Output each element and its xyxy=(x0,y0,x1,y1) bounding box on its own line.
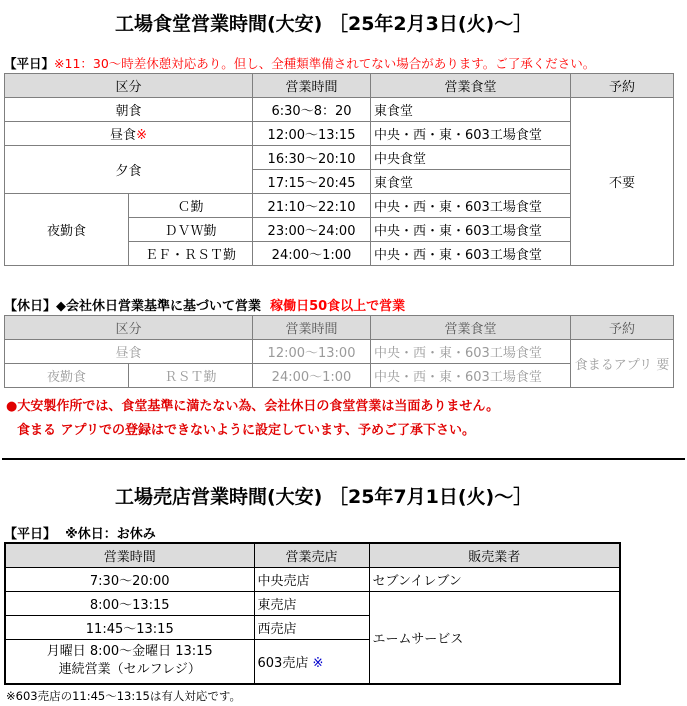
time-cell: 24:00～1:00 xyxy=(253,364,371,388)
weekday-note-text: ※11：30～時差休憩対応あり。但し、全種類準備されてない場合があります。ご了承ください。 xyxy=(54,56,596,71)
table-row xyxy=(5,340,674,364)
weekday-tag: 【平日】 xyxy=(4,56,55,71)
holiday-note xyxy=(4,295,405,314)
header-time: 営業時間 xyxy=(253,316,371,340)
time-cell: 16:30～20:10 xyxy=(253,146,371,170)
holiday-tag: 【休日】 xyxy=(4,299,57,314)
shift-cell: Ｃ勤 xyxy=(129,194,253,218)
time-cell: 6:30～8：20 xyxy=(253,98,371,122)
place-cell: 中央・西・東・603工場食堂 xyxy=(371,194,571,218)
category-cell: 昼食 xyxy=(5,340,253,364)
shop-title: 工場売店営業時間(大安) ［25年7月1日(火)～］ xyxy=(115,486,533,508)
time-cell: 7:30～20:00 xyxy=(5,568,254,592)
time-cell: 8:00～13:15 xyxy=(5,592,254,616)
time-cell: 17:15～20:45 xyxy=(253,170,371,194)
place-cell: 中央・西・東・603工場食堂 xyxy=(371,340,571,364)
header-time: 営業時間 xyxy=(253,74,371,98)
warning-line-2: 食まる アプリでの登録はできないように設定しています、予めご了承下さい。 xyxy=(17,423,475,438)
holiday-basis: ◆会社休日営業基準に基づいて営業 xyxy=(56,299,262,314)
time-line-1: 月曜日 8:00～金曜日 13:15 xyxy=(46,644,213,660)
table-row xyxy=(5,98,674,122)
table-header-row xyxy=(5,316,674,340)
time-cell: 23:00～24:00 xyxy=(253,218,371,242)
time-cell: 11:45～13:15 xyxy=(5,616,254,640)
time-line-2: 連続営業（セルフレジ） xyxy=(58,662,201,678)
store-label: 603売店 xyxy=(257,655,309,671)
time-cell: 24:00～1:00 xyxy=(253,242,371,266)
shop-footnote: ※603売店の11:45～13:15は有人対応です。 xyxy=(6,689,241,703)
header-place: 営業食堂 xyxy=(371,316,571,340)
store-cell xyxy=(254,640,369,684)
header-place: 営業食堂 xyxy=(371,74,571,98)
category-cell xyxy=(5,122,253,146)
place-cell: 中央・西・東・603工場食堂 xyxy=(371,242,571,266)
category-label: 昼食 xyxy=(110,128,137,143)
store-cell: 西売店 xyxy=(254,616,369,640)
shop-note xyxy=(4,523,156,542)
holiday-cafeteria-table xyxy=(4,315,674,388)
asterisk-mark: ※ xyxy=(312,655,324,671)
category-cell: 朝食 xyxy=(5,98,253,122)
place-cell: 中央・西・東・603工場食堂 xyxy=(371,218,571,242)
cafeteria-title: 工場食堂営業時間(大安) ［25年2月3日(火)～］ xyxy=(115,13,533,35)
shop-holiday-note: ※休日：お休み xyxy=(65,527,156,542)
weekday-cafeteria-table xyxy=(4,73,674,266)
asterisk-mark: ※ xyxy=(136,128,147,143)
table-header-row xyxy=(5,74,674,98)
header-vendor: 販売業者 xyxy=(369,543,620,568)
header-reservation: 予約 xyxy=(571,74,674,98)
store-cell: 東売店 xyxy=(254,592,369,616)
shift-cell: ＲＳＴ勤 xyxy=(129,364,253,388)
time-cell: 12:00～13:15 xyxy=(253,122,371,146)
header-time: 営業時間 xyxy=(5,543,254,568)
table-header-row xyxy=(5,543,620,568)
place-cell: 中央食堂 xyxy=(371,146,571,170)
holiday-condition: 稼働日50食以上で営業 xyxy=(270,299,406,314)
category-cell: 夜勤食 xyxy=(5,364,129,388)
shift-cell: ＤＶＷ勤 xyxy=(129,218,253,242)
place-cell: 東食堂 xyxy=(371,98,571,122)
time-cell xyxy=(5,640,254,684)
header-store: 営業売店 xyxy=(254,543,369,568)
table-row xyxy=(5,592,620,616)
shop-hours-table xyxy=(4,542,621,685)
category-cell: 夕食 xyxy=(5,146,253,194)
header-reservation: 予約 xyxy=(571,316,674,340)
warning-line-1: ●大安製作所では、食堂基準に満たない為、会社休日の食堂営業は当面ありません。 xyxy=(6,399,500,414)
shift-cell: ＥＦ・ＲＳＴ勤 xyxy=(129,242,253,266)
header-category: 区分 xyxy=(5,316,253,340)
vendor-cell: エームサービス xyxy=(369,592,620,684)
time-cell: 12:00～13:00 xyxy=(253,340,371,364)
vendor-cell: セブンイレブン xyxy=(369,568,620,592)
shop-tag: 【平日】 xyxy=(4,527,57,542)
place-cell: 中央・西・東・603工場食堂 xyxy=(371,122,571,146)
section-divider xyxy=(2,458,685,460)
time-cell: 21:10～22:10 xyxy=(253,194,371,218)
place-cell: 中央・西・東・603工場食堂 xyxy=(371,364,571,388)
reservation-cell: 不要 xyxy=(571,98,674,266)
weekday-note xyxy=(4,54,595,72)
category-cell: 夜勤食 xyxy=(5,194,129,266)
place-cell: 東食堂 xyxy=(371,170,571,194)
header-category: 区分 xyxy=(5,74,253,98)
store-cell: 中央売店 xyxy=(254,568,369,592)
reservation-cell: 食まるアプリ 要 xyxy=(571,340,674,388)
table-row xyxy=(5,568,620,592)
